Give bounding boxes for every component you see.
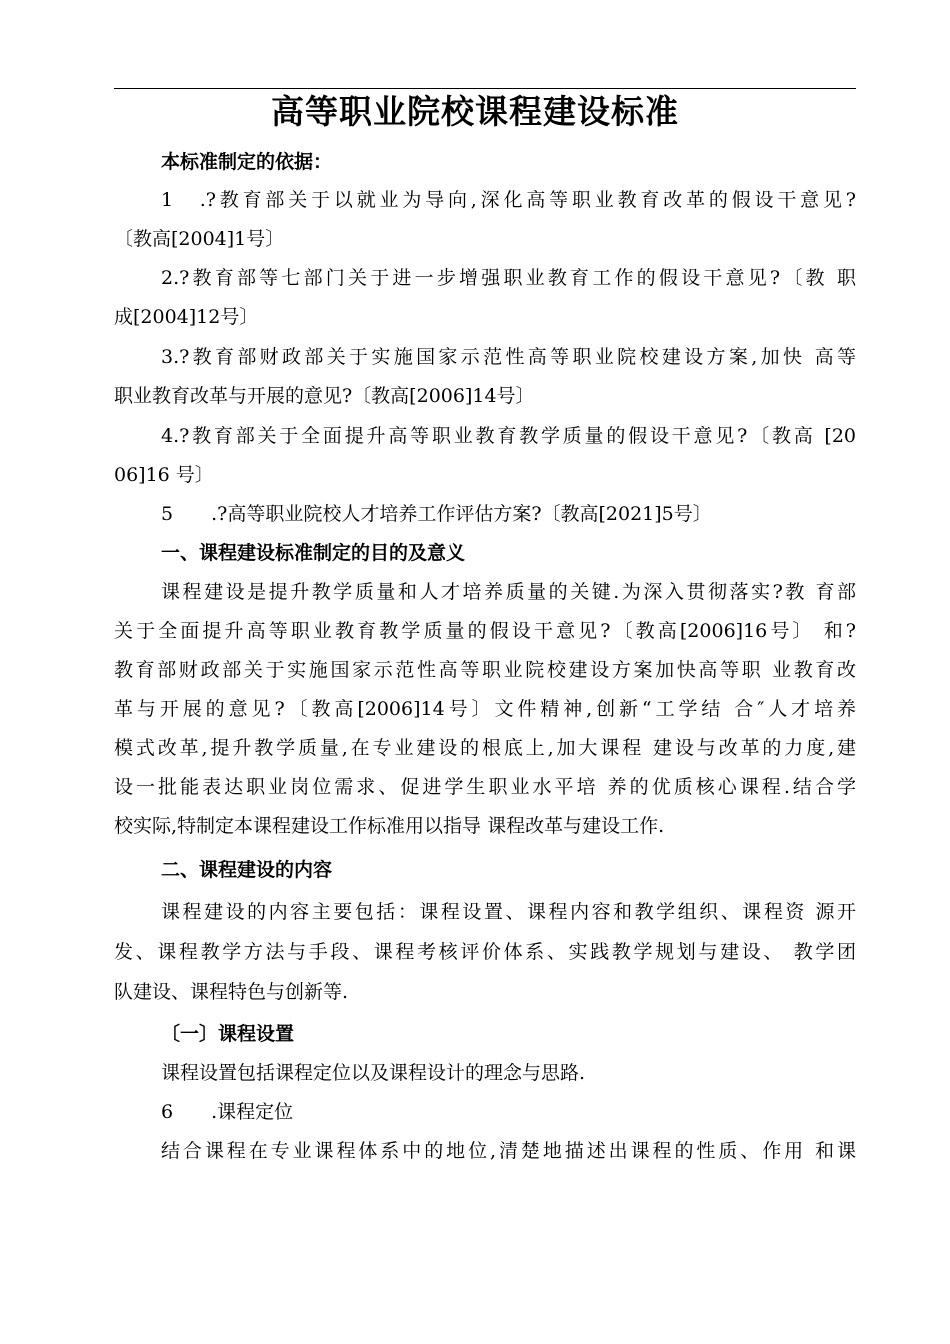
item-6-para-line: 结合课程在专业课程体系中的地位,清楚地描述出课程的性质、作用 和课 <box>161 1140 856 1162</box>
section-1-para-line: 设一批能表达职业岗位需求、促进学生职业水平培 养的优质核心课程.结合学 <box>114 776 856 798</box>
page-title: 高等职业院校课程建设标准 <box>271 92 679 131</box>
basis-item-1: 1 .?教育部关于以就业为导向,深化高等职业教育改革的假设干意见? <box>161 189 856 211</box>
section-1-heading: 一、课程建设标准制定的目的及意义 <box>161 542 466 564</box>
section-1-para-line: 校实际,特制定本课程建设工作标准用以指导 课程改革与建设工作. <box>114 815 665 837</box>
section-2-para-line: 发、课程教学方法与手段、课程考核评价体系、实践教学规划与建设、 教学团 <box>114 941 856 963</box>
section-1-para-line: 关于全面提升高等职业教育教学质量的假设干意见?〔教高[2006]16号〕 和? <box>114 620 856 642</box>
basis-item-1-cont: 〔教高[2004]1号〕 <box>114 228 285 250</box>
basis-item-2-cont: 成[2004]12号〕 <box>114 306 259 328</box>
basis-item-3: 3.?教育部财政部关于实施国家示范性高等职业院校建设方案,加快 高等 <box>161 346 856 368</box>
section-2-para-line: 队建设、课程特色与创新等. <box>114 981 349 1003</box>
subsection-1-para: 课程设置包括课程定位以及课程设计的理念与思路. <box>161 1062 586 1084</box>
item-6-heading: 6 .课程定位 <box>161 1101 294 1123</box>
section-2-heading: 二、课程建设的内容 <box>161 859 333 881</box>
basis-item-5: 5 .?高等职业院校人才培养工作评估方案?〔教高[2021]5号〕 <box>161 503 712 525</box>
basis-heading: 本标准制定的依据： <box>161 151 333 173</box>
basis-item-4: 4.?教育部关于全面提升高等职业教育教学质量的假设干意见?〔教高 [20 <box>161 425 856 447</box>
basis-item-4-cont: 06]16 号〕 <box>114 464 214 486</box>
section-2-para-line: 课程建设的内容主要包括：课程设置、课程内容和教学组织、课程资 源开 <box>161 901 856 923</box>
header-rule <box>114 88 856 89</box>
subsection-1-heading: 〔一〕课程设置 <box>161 1023 295 1045</box>
basis-item-2: 2.?教育部等七部门关于进一步增强职业教育工作的假设干意见?〔教 职 <box>161 267 856 289</box>
basis-item-3-cont: 职业教育改革与开展的意见?〔教高[2006]14号〕 <box>114 385 535 407</box>
section-1-para-line: 模式改革,提升教学质量,在专业建设的根底上,加大课程 建设与改革的力度,建 <box>114 737 856 759</box>
section-1-para-line: 课程建设是提升教学质量和人才培养质量的关键.为深入贯彻落实?教 育部 <box>161 581 856 603</box>
section-1-para-line: 教育部财政部关于实施国家示范性高等职业院校建设方案加快高等职 业教育改 <box>114 659 856 681</box>
section-1-para-line: 革与开展的意见?〔教高[2006]14号〕文件精神,创新“工学结 合″人才培养 <box>114 698 856 720</box>
